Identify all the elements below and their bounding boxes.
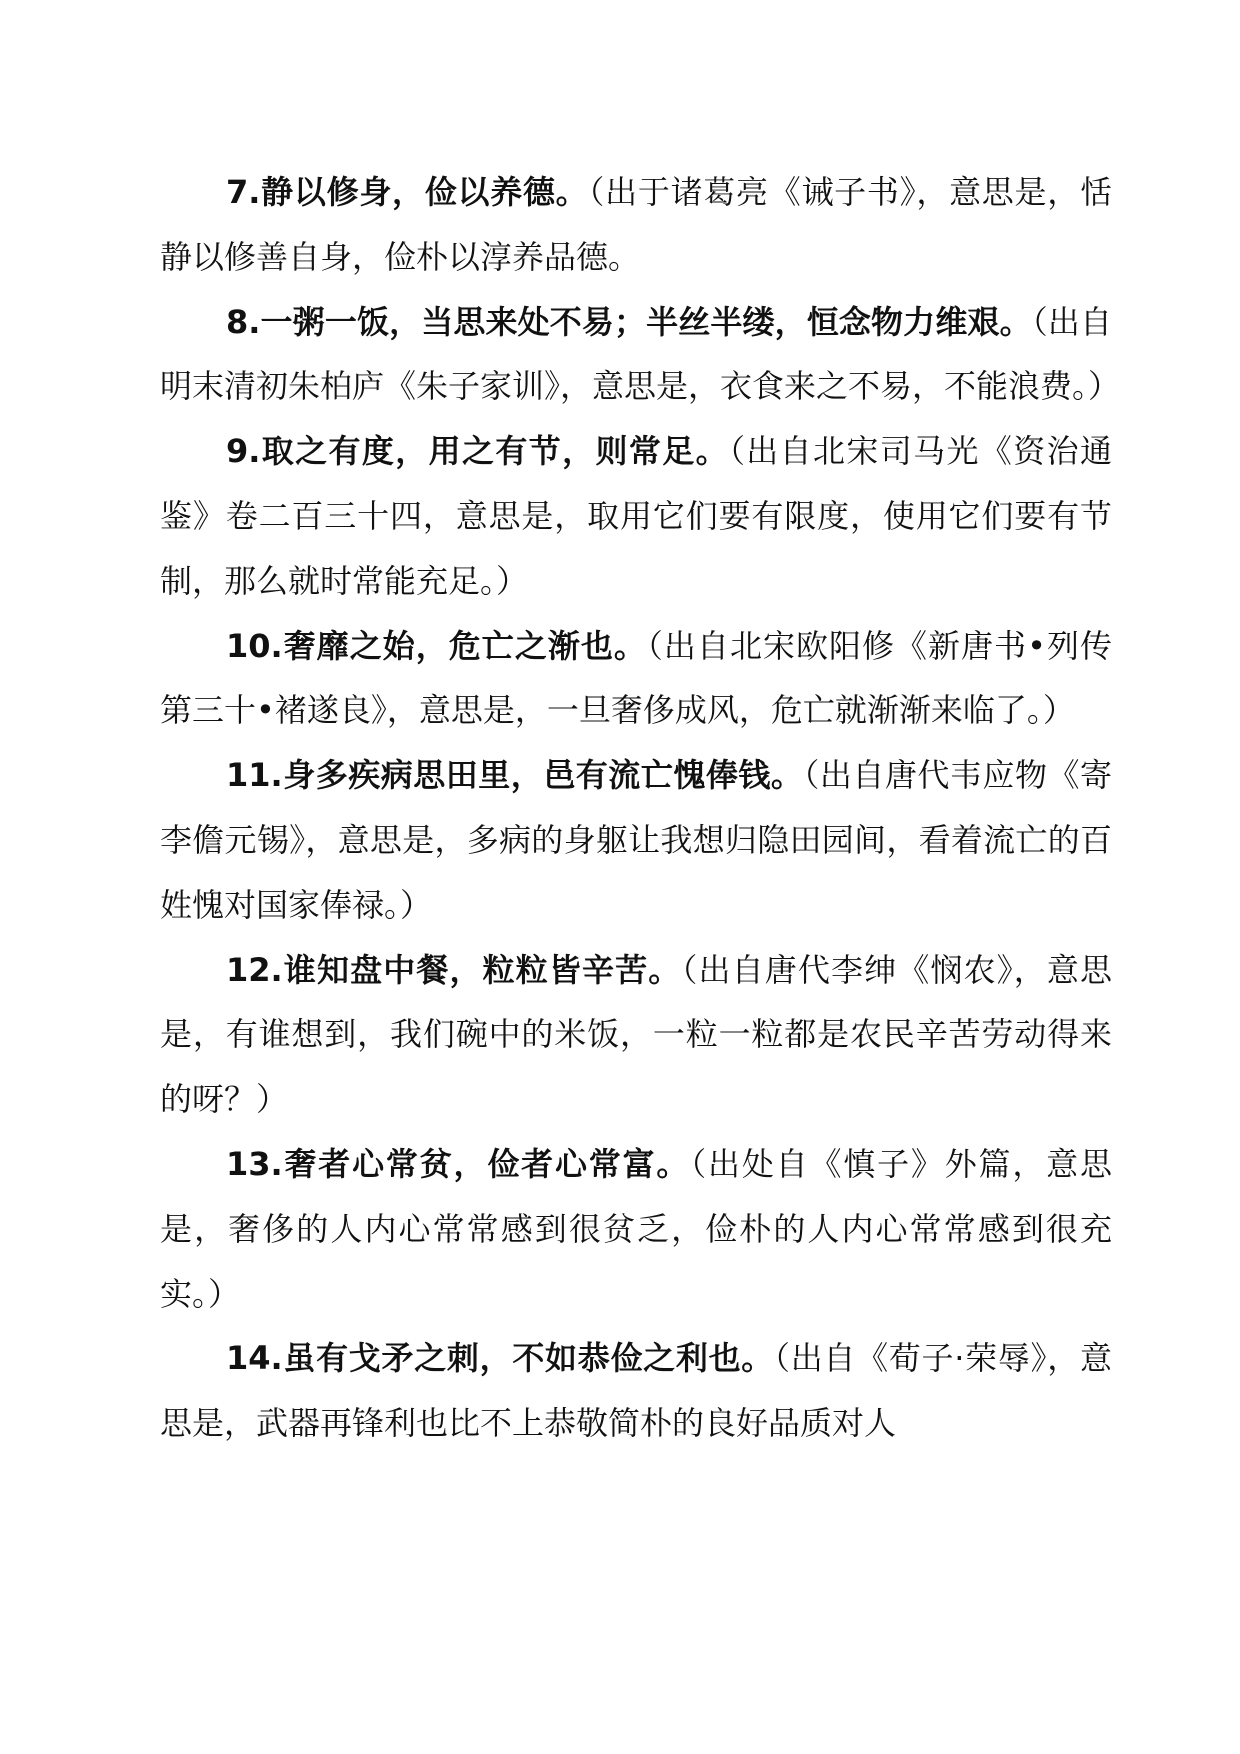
- entry-7: [160, 160, 1112, 290]
- entry-13: [160, 1132, 1112, 1326]
- entry-9: [160, 419, 1112, 613]
- entry-quote: 9.取之有度，用之有节，则常足。: [226, 432, 729, 471]
- entry-note: （出自北宋欧阳修《新唐书•列传第三十•褚遂良》，意思是，一旦奢侈成风，危亡就渐渐来临了。）: [160, 626, 1112, 730]
- entry-note: （出处自《慎子》外篇，意思是，奢侈的人内心常常感到很贫乏，俭朴的人内心常常感到很充实。）: [160, 1144, 1112, 1313]
- entry-quote: 7.静以修身，俭以养德。: [226, 173, 589, 211]
- entry-11: [160, 743, 1112, 937]
- entry-note: （出自唐代李绅《悯农》，意思是，有谁想到，我们碗中的米饭，一粒一粒都是农民辛苦劳动得来的呀？）: [160, 950, 1112, 1119]
- entry-quote: 12.谁知盘中餐，粒粒皆辛苦。: [226, 950, 682, 989]
- entry-note: （出自唐代韦应物《寄李儋元锡》，意思是，多病的身躯让我想归隐田园间，看着流亡的百姓愧对国家俸禄。）: [160, 756, 1112, 924]
- entry-12: [160, 938, 1112, 1132]
- entry-quote: 13.奢者心常贫，俭者心常富。: [226, 1144, 691, 1183]
- entry-note: （出自北宋司马光《资治通鉴》卷二百三十四，意思是，取用它们要有限度，使用它们要有节制，那么就时常能充足。）: [160, 432, 1112, 600]
- entry-quote: 8.一粥一饭，当思来处不易；半丝半缕，恒念物力维艰。: [226, 302, 1032, 341]
- entry-note: （出于诸葛亮《诫子书》，意思是，恬静以修善自身，俭朴以淳养品德。: [160, 173, 1112, 276]
- entry-quote: 14.虽有戈矛之刺，不如恭俭之利也。: [226, 1339, 775, 1378]
- entry-10: [160, 614, 1112, 744]
- entry-quote: 11.身多疾病思田里，邑有流亡愧俸钱。: [226, 756, 804, 795]
- entry-quote: 10.奢靡之始，危亡之渐也。: [226, 626, 647, 665]
- entry-14: [160, 1326, 1112, 1456]
- entry-note: （出自明末清初朱柏庐《朱子家训》，意思是，衣食来之不易，不能浪费。）: [160, 302, 1121, 406]
- entry-note: （出自《荀子·荣辱》，意思是，武器再锋利也比不上恭敬简朴的良好品质对人: [160, 1339, 1112, 1443]
- entry-8: [160, 290, 1121, 420]
